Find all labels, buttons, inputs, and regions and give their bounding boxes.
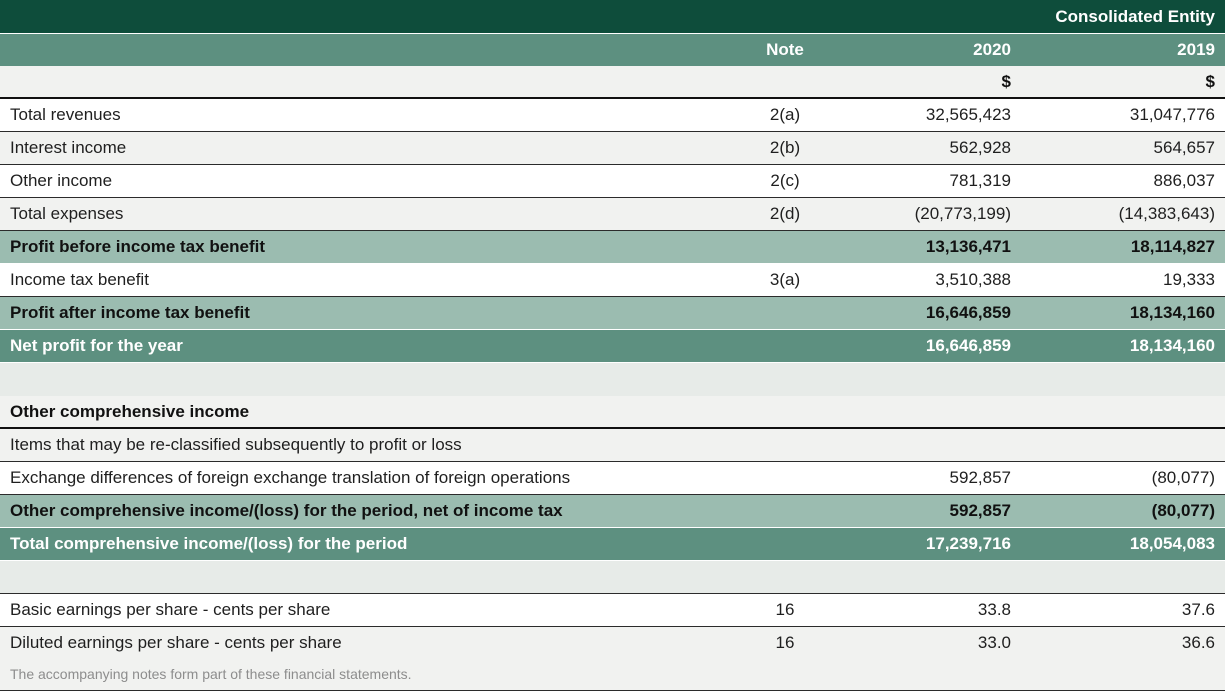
table-row <box>0 198 1225 231</box>
total-row <box>0 330 1225 363</box>
year-2019-header: 2019 <box>1177 40 1215 59</box>
row-value-2019: 886,037 <box>1153 171 1215 190</box>
row-label: Profit before income tax benefit <box>10 237 266 256</box>
row-label: Other income <box>10 171 113 190</box>
row-label: Interest income <box>10 138 127 157</box>
row-value-2020: (20,773,199) <box>914 204 1011 223</box>
row-label: Total revenues <box>10 105 121 124</box>
row-value-2020: 17,239,716 <box>925 534 1011 553</box>
row-value-2019: 18,114,827 <box>1130 237 1215 256</box>
row-label: Diluted earnings per share - cents per share <box>10 633 342 652</box>
table-row <box>0 429 1225 462</box>
spacer-row <box>0 561 1225 594</box>
row-value-2020: 3,510,388 <box>935 270 1011 289</box>
table-row <box>0 99 1225 132</box>
unit-2020: $ <box>1001 71 1011 91</box>
table-row <box>0 165 1225 198</box>
row-value-2019: (80,077) <box>1151 468 1215 487</box>
subtotal-row <box>0 231 1225 264</box>
row-value-2019: 18,134,160 <box>1129 303 1215 322</box>
row-note: 16 <box>775 600 795 619</box>
row-value-2019: 19,333 <box>1163 270 1215 289</box>
row-value-2019: 37.6 <box>1181 600 1215 619</box>
table-row <box>0 264 1225 297</box>
row-label: Basic earnings per share - cents per share <box>10 600 331 619</box>
row-note: 2(b) <box>769 138 801 157</box>
table-row <box>0 594 1225 627</box>
unit-2019: $ <box>1205 71 1215 91</box>
row-label: Items that may be re-classified subsequently to profit or loss <box>10 435 462 454</box>
unit-row <box>0 66 1225 99</box>
row-value-2020: 16,646,859 <box>925 303 1011 322</box>
row-value-2019: 36.6 <box>1181 633 1215 652</box>
row-value-2020: 16,646,859 <box>925 336 1011 355</box>
row-value-2020: 33.8 <box>977 600 1011 619</box>
row-label: Net profit for the year <box>10 336 183 355</box>
section-heading: Other comprehensive income <box>10 401 250 421</box>
footnote-row <box>0 658 1225 691</box>
section-heading-row <box>0 396 1225 429</box>
row-value-2019: (80,077) <box>1151 501 1215 520</box>
subtotal-row <box>0 495 1225 528</box>
row-value-2020: 33.0 <box>977 633 1011 652</box>
row-value-2019: 31,047,776 <box>1129 105 1215 124</box>
entity-header-row <box>0 0 1225 33</box>
row-label: Profit after income tax benefit <box>10 303 250 322</box>
row-value-2019: 18,134,160 <box>1129 336 1215 355</box>
column-header-row <box>0 33 1225 66</box>
row-note: 2(d) <box>769 204 801 223</box>
entity-title: Consolidated Entity <box>1055 6 1215 26</box>
table-row <box>0 627 1225 660</box>
spacer-row <box>0 363 1225 396</box>
row-label: Other comprehensive income/(loss) for the period, net of income tax <box>10 501 563 520</box>
row-value-2020: 13,136,471 <box>925 237 1011 256</box>
subtotal-row <box>0 297 1225 330</box>
year-2020-header: 2020 <box>973 40 1011 59</box>
row-value-2020: 781,319 <box>949 171 1011 190</box>
note-column-header: Note <box>766 40 804 59</box>
row-label: Income tax benefit <box>10 270 149 289</box>
row-note: 2(a) <box>769 105 801 124</box>
row-note: 2(c) <box>770 171 800 190</box>
row-value-2020: 562,928 <box>949 138 1011 157</box>
row-note: 3(a) <box>769 270 801 289</box>
row-value-2020: 32,565,423 <box>925 105 1011 124</box>
row-value-2019: 564,657 <box>1153 138 1215 157</box>
row-label: Total comprehensive income/(loss) for the period <box>10 534 408 553</box>
total-row <box>0 528 1225 561</box>
row-label: Exchange differences of foreign exchange translation of foreign operations <box>10 468 571 487</box>
row-value-2020: 592,857 <box>949 501 1011 520</box>
table-row <box>0 462 1225 495</box>
footnote: The accompanying notes form part of these financial statements. <box>10 666 412 682</box>
table-row <box>0 132 1225 165</box>
row-value-2019: (14,383,643) <box>1118 204 1215 223</box>
row-label: Total expenses <box>10 204 124 223</box>
row-note: 16 <box>775 633 795 652</box>
row-value-2019: 18,054,083 <box>1129 534 1215 553</box>
row-value-2020: 592,857 <box>949 468 1011 487</box>
